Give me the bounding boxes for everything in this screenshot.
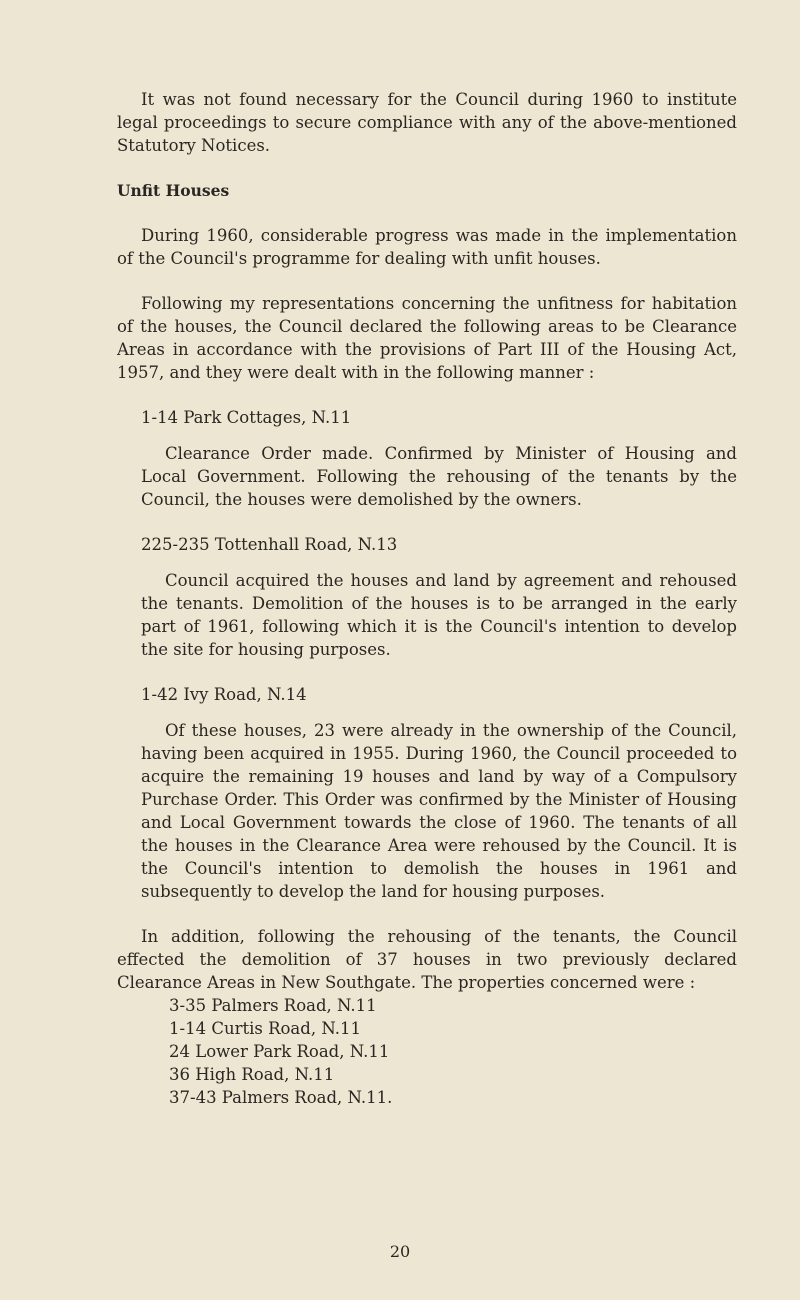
paragraph-demolition: In addition, following the rehousing of the tenants, the Council effected the demolition of 37 houses in two previously declared Clearance Areas in New Southgate. The properties concerned were : xyxy=(117,927,737,992)
property-item: 3-35 Palmers Road, N.11 xyxy=(169,996,377,1015)
property-item: 1-14 Curtis Road, N.11 xyxy=(169,1019,361,1038)
clearance-area-3 xyxy=(117,683,737,903)
property-list xyxy=(169,994,737,1109)
clearance-area-1 xyxy=(117,406,737,511)
paragraph-representations: Following my representations concerning the unfitness for habitation of the houses, the Council declared the following areas to be Clearance Areas in accordance with the provisions of Part III of the Housing Act, 1957, and they were dealt with in the following manner : xyxy=(117,294,737,382)
clearance-area-body: Of these houses, 23 were already in the ownership of the Council, having been acquired in 1955. During 1960, the Council proceeded to acquire the remaining 19 houses and land by way of a Compulsory Purchase Order. This Order was confirmed by the Minister of Housing and Local Government towards the close of 1960. The tenants of all the houses in the Clearance Area were rehoused by the Council. It is the Council's intention to demolish the houses in 1961 and subsequently to develop the land for housing purposes. xyxy=(141,721,737,901)
clearance-area-title: 1-14 Park Cottages, N.11 xyxy=(141,408,352,427)
clearance-area-title: 225-235 Tottenhall Road, N.13 xyxy=(141,535,398,554)
paragraph-implementation: During 1960, considerable progress was made in the implementation of the Council's programme for dealing with unfit houses. xyxy=(117,226,737,268)
clearance-area-title: 1-42 Ivy Road, N.14 xyxy=(141,685,307,704)
property-item: 24 Lower Park Road, N.11 xyxy=(169,1042,390,1061)
intro-paragraph: It was not found necessary for the Council during 1960 to institute legal proceedings to secure compliance with any of the above-mentioned Statutory Notices. xyxy=(117,90,737,155)
section-heading: Unfit Houses xyxy=(117,181,230,200)
clearance-area-2 xyxy=(117,533,737,661)
page-number: 20 xyxy=(389,1242,411,1261)
property-item: 37-43 Palmers Road, N.11. xyxy=(169,1088,393,1107)
document-page xyxy=(117,88,737,1109)
clearance-area-body: Council acquired the houses and land by agreement and rehoused the tenants. Demolition of the houses is to be arranged in the early part of 1961, following which it is the Council's intention to develop the site for housing purposes. xyxy=(141,571,737,659)
clearance-area-body: Clearance Order made. Confirmed by Minister of Housing and Local Government. Following the rehousing of the tenants by the Council, the houses were demolished by the owners. xyxy=(141,444,737,509)
property-item: 36 High Road, N.11 xyxy=(169,1065,335,1084)
